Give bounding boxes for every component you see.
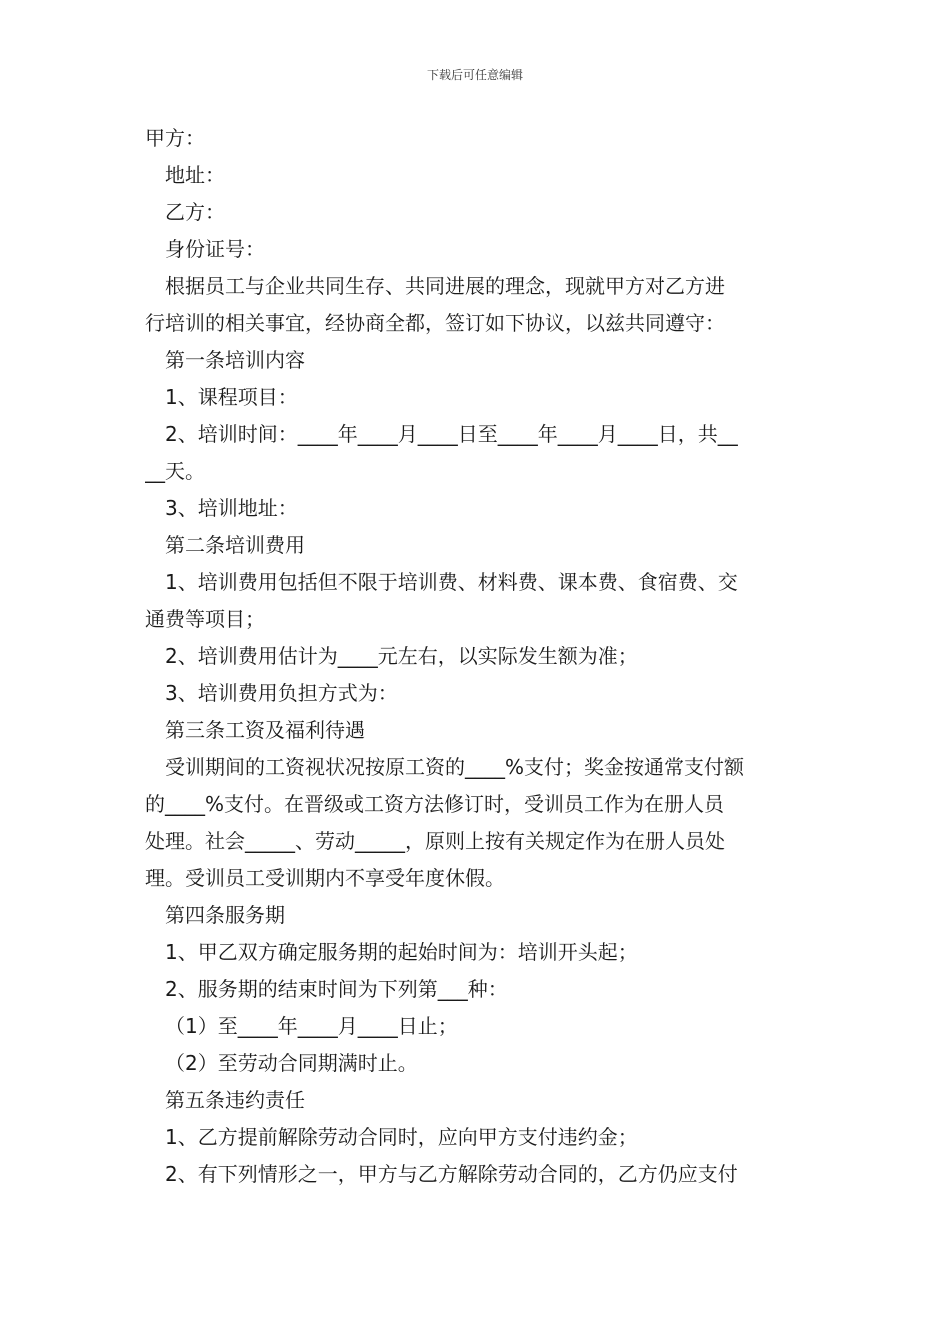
article-5-item-2: 2、有下列情形之一，甲方与乙方解除劳动合同的，乙方仍应支付 <box>165 1162 738 1186</box>
article-3-heading: 第三条工资及福利待遇 <box>165 718 365 742</box>
intro-paragraph-line-2: 行培训的相关事宜，经协商全都，签订如下协议，以兹共同遵守： <box>145 311 725 335</box>
party-b-line: 乙方： <box>165 200 225 224</box>
article-1-heading: 第一条培训内容 <box>165 348 305 372</box>
article-5-item-1: 1、乙方提前解除劳动合同时，应向甲方支付违约金； <box>165 1125 638 1149</box>
article-1-item-2-line-2: __天。 <box>145 459 205 483</box>
page-header-note: 下载后可任意编辑 <box>426 68 523 82</box>
document-body <box>145 120 810 1193</box>
address-line: 地址： <box>165 163 225 187</box>
article-4-option-1: （1）至____年____月____日止； <box>165 1014 458 1038</box>
article-2-heading: 第二条培训费用 <box>165 533 305 557</box>
article-5-heading: 第五条违约责任 <box>165 1088 305 1112</box>
intro-paragraph-line-1: 根据员工与企业共同生存、共同进展的理念，现就甲方对乙方进 <box>165 274 725 298</box>
article-4-item-1: 1、甲乙双方确定服务期的起始时间为：培训开头起； <box>165 940 638 964</box>
article-4-option-2: （2）至劳动合同期满时止。 <box>165 1051 418 1075</box>
article-4-heading: 第四条服务期 <box>165 903 285 927</box>
article-4-item-2: 2、服务期的结束时间为下列第___种： <box>165 977 508 1001</box>
article-3-paragraph-line-3: 处理。社会_____、劳动_____，原则上按有关规定作为在册人员处 <box>145 829 725 853</box>
article-3-paragraph-line-2: 的____%支付。在晋级或工资方法修订时，受训员工作为在册人员 <box>145 792 725 816</box>
party-a-line: 甲方： <box>145 126 205 150</box>
article-1-item-2-line-1: 2、培训时间：____年____月____日至____年____月____日，共__ <box>165 422 738 446</box>
article-2-item-3: 3、培训费用负担方式为： <box>165 681 398 705</box>
article-2-item-1-line-2: 通费等项目； <box>145 607 265 631</box>
article-2-item-1-line-1: 1、培训费用包括但不限于培训费、材料费、课本费、食宿费、交 <box>165 570 738 594</box>
article-3-paragraph-line-4: 理。受训员工受训期内不享受年度休假。 <box>145 866 505 890</box>
article-2-item-2: 2、培训费用估计为____元左右，以实际发生额为准； <box>165 644 638 668</box>
article-1-item-3: 3、培训地址： <box>165 496 298 520</box>
article-1-item-1: 1、课程项目： <box>165 385 298 409</box>
id-number-line: 身份证号： <box>165 237 265 261</box>
article-3-paragraph-line-1: 受训期间的工资视状况按原工资的____%支付；奖金按通常支付额 <box>165 755 745 779</box>
